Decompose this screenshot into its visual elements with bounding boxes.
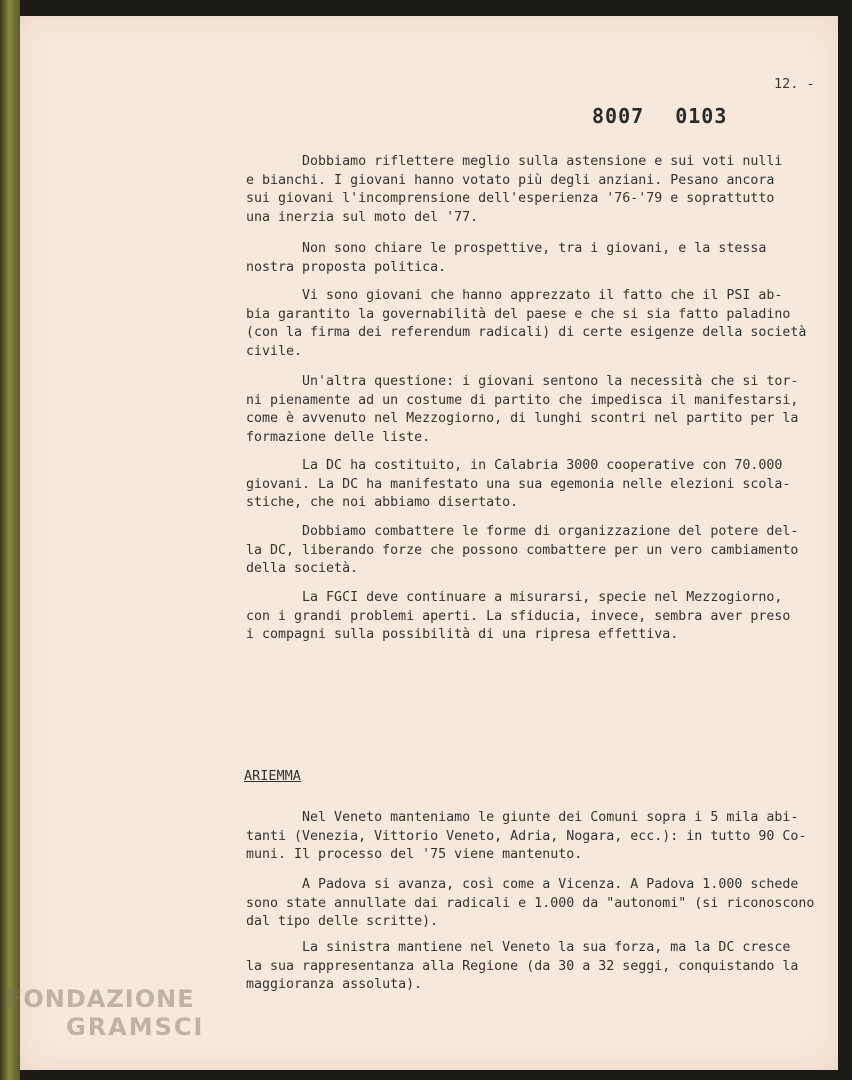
paragraph-psi: Vi sono giovani che hanno apprezzato il fatto che il PSI ab- bia garantito la governabilità del paese e che si sia fatto paladino (con la firma dei referendum radicali) di certe esigenze della società civile. — [246, 288, 807, 359]
paragraph-questione: Un'altra questione: i giovani sentono la necessità che si tor- ni pienamente ad un costume di partito che impedisca il manifestarsi, come è avvenuto nel Mezzogiorno, di lunghi scontri nel partito per la formazione delle liste. — [246, 374, 799, 445]
paragraph-padova: A Padova si avanza, così come a Vicenza. A Padova 1.000 schede sono state annullate dai radicali e 1.000 da "autonomi" (si riconoscono dal tipo delle scritte). — [246, 877, 815, 930]
watermark-line1: FONDAZIONE — [6, 985, 195, 1013]
page-number: 12. - — [774, 76, 815, 92]
section-heading-ariemma: ARIEMMA — [244, 768, 301, 784]
binder-spine — [0, 0, 20, 1080]
paragraph-astensione: Dobbiamo riflettere meglio sulla astensione e sui voti nulli e bianchi. I giovani hanno votato più degli anziani. Pesano ancora sui giovani l'incomprensione dell'esperienza '76-'79 e soprattutto una inerzia sul moto del '77. — [246, 154, 783, 225]
fondazione-gramsci-watermark — [6, 985, 204, 1041]
document-page — [20, 16, 838, 1070]
paragraph-veneto: Nel Veneto manteniamo le giunte dei Comuni sopra i 5 mila abi- tanti (Venezia, Vittorio Veneto, Adria, Nogara, ecc.): in tutto 90 Co- muni. Il processo del '75 viene mantenuto. — [246, 810, 807, 863]
watermark-line2: GRAMSCI — [66, 1013, 205, 1041]
paragraph-sinistra: La sinistra mantiene nel Veneto la sua forza, ma la DC cresce la sua rappresentanza alla Regione (da 30 a 32 seggi, conquistando la maggioranza assoluta). — [246, 940, 799, 993]
paragraph-dc-potere: Dobbiamo combattere le forme di organizzazione del potere del- la DC, liberando forze che possono combattere per un vero cambiamento della società. — [246, 524, 799, 577]
paragraph-fgci: La FGCI deve continuare a misurarsi, specie nel Mezzogiorno, con i grandi problemi aperti. La sfiducia, invece, sembra aver preso i compagni sulla possibilità di una ripresa effettiva. — [246, 590, 791, 643]
paragraph-prospettive: Non sono chiare le prospettive, tra i giovani, e la stessa nostra proposta politica. — [246, 241, 767, 275]
paragraph-dc-calabria: La DC ha costituito, in Calabria 3000 cooperative con 70.000 giovani. La DC ha manifestato una sua egemonia nelle elezioni scola- stiche, che noi abbiamo disertato. — [246, 458, 791, 511]
archive-code-stamp: 8007 0103 — [592, 104, 728, 128]
